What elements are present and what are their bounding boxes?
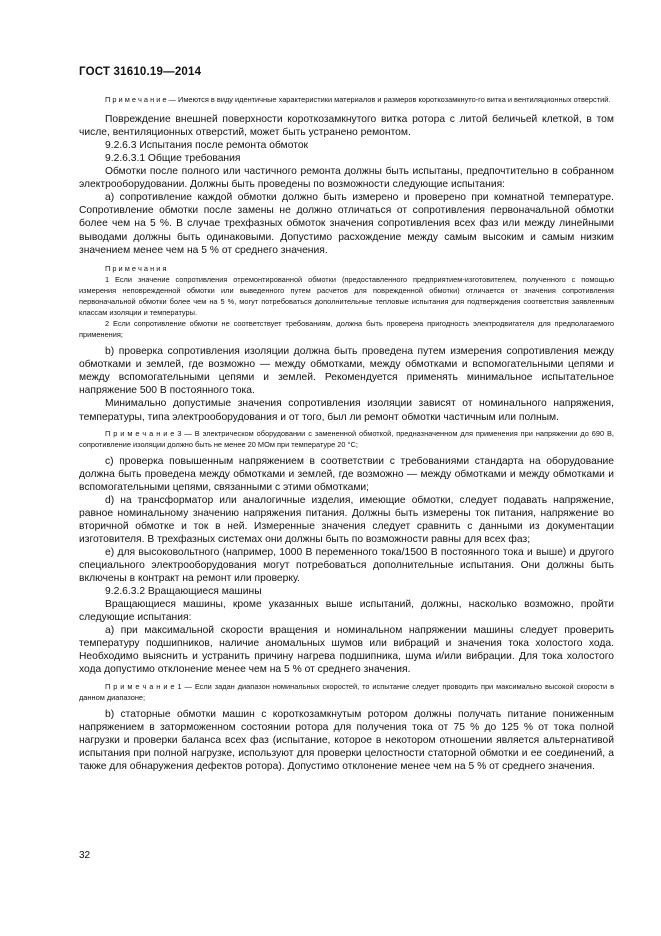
note-2-resistance: 2 Если сопротивление обмотки не соответствует требованиям, должна быть проверена пригодность электродвигателя для предполагаемого применения; <box>79 319 614 340</box>
list-item-d-transformer: d) на трансформатор или аналогичные изделия, имеющие обмотки, следует подавать напряжение, равное номинальному значению напряжения питания. Должны быть измерены ток питания, напряжение во вторичной обмотке и ток в ней. Измеренные значения следует сравнить с данными из документации изготовителя. В трехфазных системах они должны быть по возможности равны для всех фаз; <box>79 494 614 546</box>
list-item-e-high-voltage-equipment: e) для высоковольтного (например, 1000 В переменного тока/1500 В постоянного тока и выше) и другого специального электрооборудования могут потребоваться дополнительные испытания. Они должны быть включены в контракт на ремонт или проверку. <box>79 547 614 585</box>
document-body <box>79 94 614 773</box>
list-item-a-max-speed: a) при максимальной скорости вращения и номинальном напряжении машины следует проверить температуру подшипников, наличие аномальных шумов или вибраций и значения тока холостого хода. Необходимо выяснить и устранить причину нагрева подшипника, шума и/или вибрации. Для тока холостого хода допустимо отклонение менее чем на 5 % от среднего значения. <box>79 625 614 676</box>
list-item-b-insulation: b) проверка сопротивления изоляции должна быть проведена путем измерения сопротивления между обмотками и землей, где возможно — между обмотками, между обмотками и вспомогательными цепями и между вспомогательными цепями и землей. Рекомендуется применять минимальное испытательное напряжение 500 В постоянного тока. <box>79 346 614 397</box>
section-heading-9-2-6-3-1: 9.2.6.3.1 Общие требования <box>105 153 241 165</box>
paragraph-rotating-machines: Вращающиеся машины, кроме указанных выше испытаний, должны, насколько возможно, пройти следующие испытания: <box>79 599 614 624</box>
note-1-resistance: 1 Если значение сопротивления отремонтированной обмотки (предоставленного предприятием-изготовителем, полученного с помощью измерения неповрежденной обмотки или выведенного путем расчетов для поврежденной обмотки) отличается от значения сопротивления первоначальной обмотки более чем на 5 %, могут потребоваться дополнительные тепловые испытания для подтверждения соответствия заявленным классам изоляции и температуры. <box>79 274 614 317</box>
paragraph-ring-damage: Повреждение внешней поверхности короткозамкнутого витка ротора с литой беличьей клеткой, в том числе, вентиляционных отверстий, может быть устранено ремонтом. <box>79 114 614 139</box>
paragraph-windings-tests: Обмотки после полного или частичного ремонта должны быть испытаны, предпочтительно в собранном электрооборудовании. Должны быть проведены по возможности следующие испытания: <box>79 166 614 191</box>
section-heading-9-2-6-3-2: 9.2.6.3.2 Вращающиеся машины <box>105 586 262 598</box>
note-3-insulation: П р и м е ч а н и е 3 — В электрическом оборудовании с замененной обмоткой, предназначенном для применения при напряжении до 690 В, сопротивление изоляции должно быть не менее 20 МОм при температуре 20 °С; <box>79 428 614 449</box>
note-1-speed-range: П р и м е ч а н и е 1 — Если задан диапазон номинальных скоростей, то испытание следует проводить при максимально высокой скорости в данном диапазоне; <box>79 681 614 702</box>
list-item-a-resistance: a) сопротивление каждой обмотки должно быть измерено и проверено при комнатной температуре. Сопротивление обмотки после замены не должно отличаться от сопротивления первоначальной обмотки более чем на 5 %. В случае трехфазных обмоток значения сопротивления всех фаз или между линейными выводами должны быть одинаковыми. Допустимо расхождение между самым высоким и самым низким значением менее чем на 5 % от среднего значения. <box>79 192 614 256</box>
list-item-b-stator-windings: b) статорные обмотки машин с короткозамкнутым ротором должны получать питание пониженным напряжением в заторможенном состоянии ротора для получения тока от 75 % до 125 % от тока полной нагрузки и проверки баланса всех фаз (испытание, которое в некотором отношении является альтернативой испытания при полной нагрузке, используют для проверки целостности статорной обмотки и ее соединений, а также для обнаружения дефектов ротора). Допустимо отклонение менее чем на 5 % от среднего значения. <box>79 708 614 772</box>
standard-header: ГОСТ 31610.19—2014 <box>79 66 202 78</box>
section-heading-9-2-6-3: 9.2.6.3 Испытания после ремонта обмоток <box>105 140 309 152</box>
paragraph-min-insulation: Минимально допустимые значения сопротивления изоляции зависят от номинального напряжения, температуры, типа электрооборудования и от того, был ли ремонт обмотки частичным или полным. <box>79 398 614 423</box>
page-number: 32 <box>79 850 91 861</box>
list-item-c-high-voltage: c) проверка повышенным напряжением в соответствии с требованиями стандарта на оборудование должна быть проведена между обмотками и землей, где возможно — между обмотками и между обмотками и вспомогательными цепями, связанными с этими обмотками; <box>79 455 614 493</box>
note-identical-characteristics: П р и м е ч а н и е — Имеются в виду идентичные характеристики материалов и размеров короткозамкнуто-го витка и вентиляционных отверстий. <box>105 95 611 104</box>
notes-title: П р и м е ч а н и я <box>105 263 167 273</box>
